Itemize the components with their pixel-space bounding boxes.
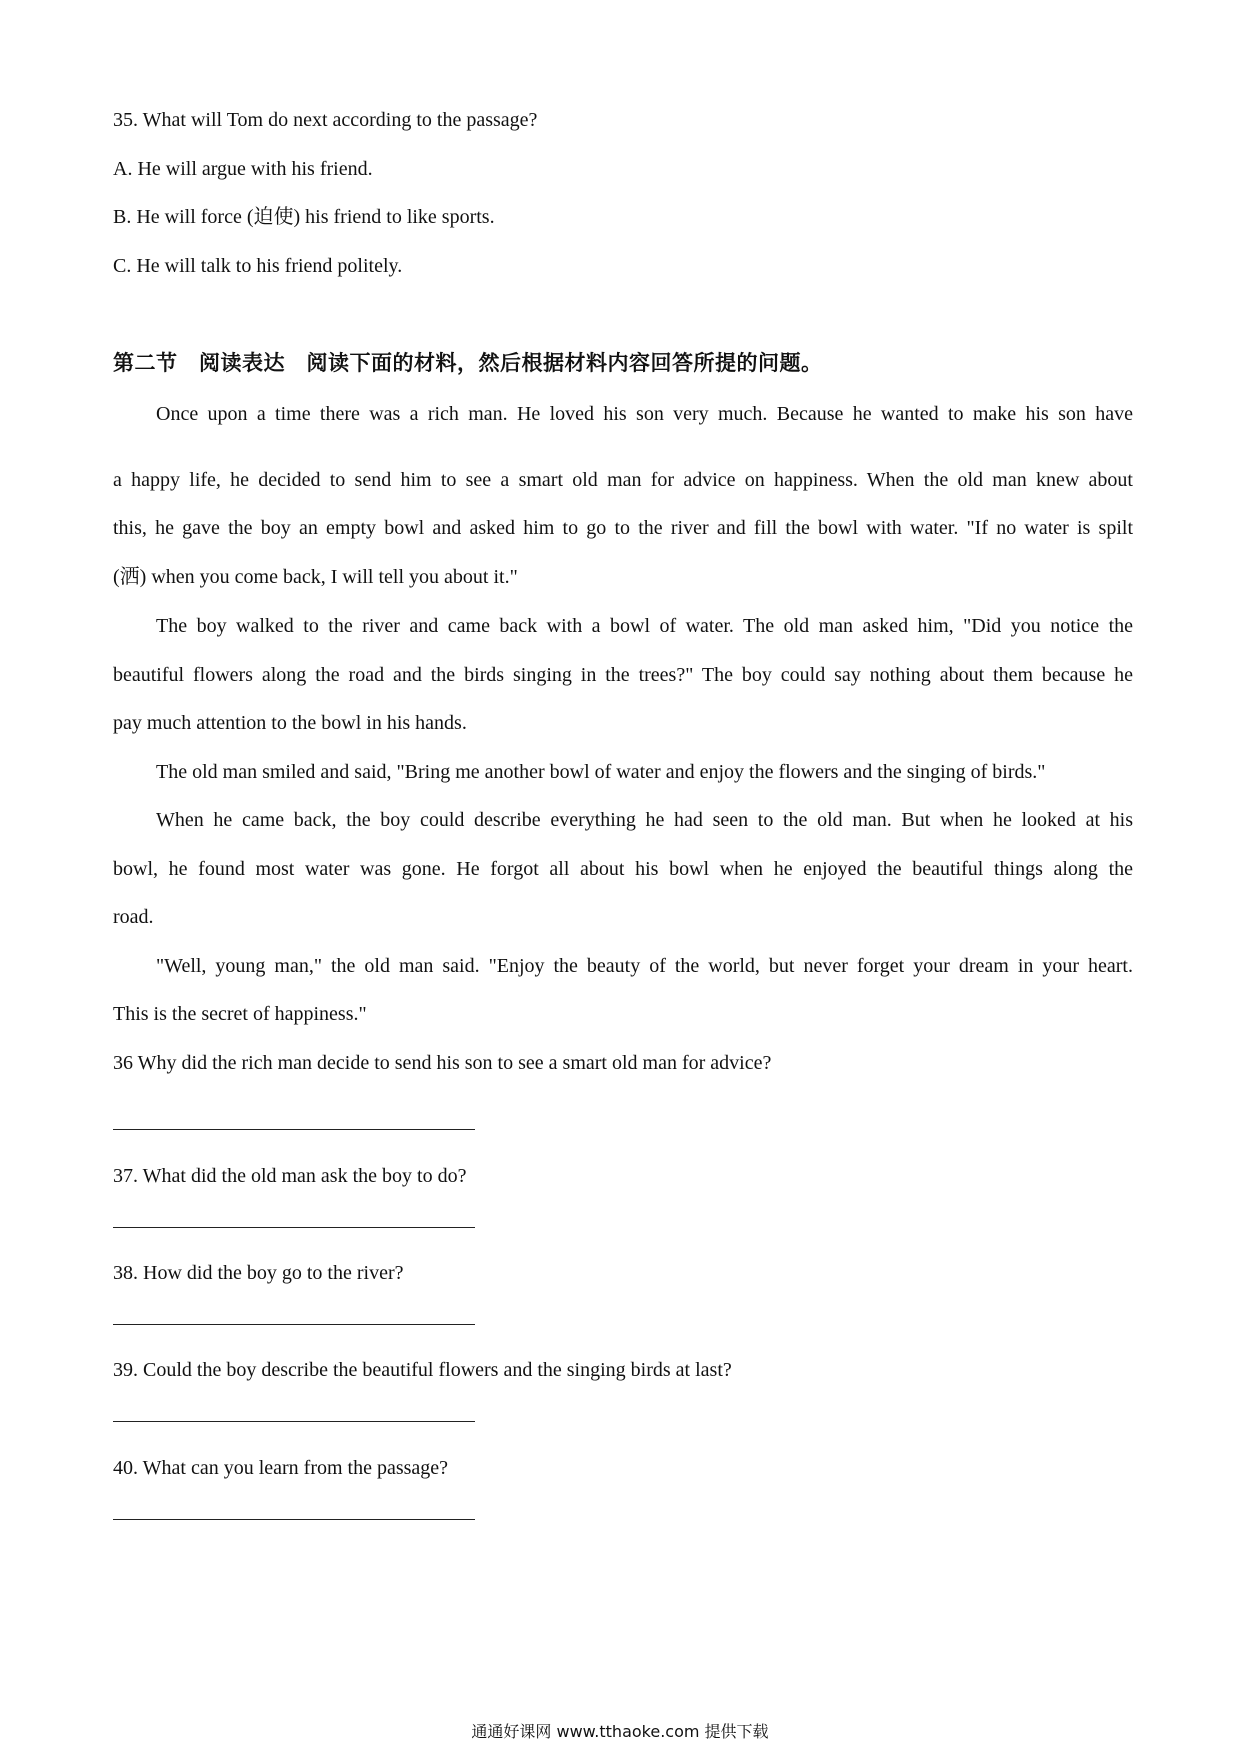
question-37: 37. What did the old man ask the boy to do? bbox=[113, 1165, 467, 1187]
question-35-option-b: B. He will force (迫使) his friend to like sports. bbox=[113, 206, 495, 228]
passage-line: The boy walked to the river and came back with a bowl of water. The old man asked him, "Did you notice the bbox=[156, 615, 1133, 637]
question-38: 38. How did the boy go to the river? bbox=[113, 1262, 404, 1284]
question-35-stem: 35. What will Tom do next according to the passage? bbox=[113, 109, 538, 131]
question-40: 40. What can you learn from the passage? bbox=[113, 1457, 449, 1479]
passage-line: "Well, young man," the old man said. "Enjoy the beauty of the world, but never forget your dream in your heart. bbox=[156, 955, 1133, 977]
passage-line: When he came back, the boy could describe everything he had seen to the old man. But when he looked at his bbox=[156, 809, 1133, 831]
passage-line: bowl, he found most water was gone. He forgot all about his bowl when he enjoyed the beautiful things along the bbox=[113, 858, 1133, 880]
passage-line: beautiful flowers along the road and the birds singing in the trees?" The boy could say nothing about them because he bbox=[113, 664, 1133, 686]
page-footer: 通通好课网 www.tthaoke.com 提供下载 bbox=[471, 1722, 769, 1741]
question-35-option-a: A. He will argue with his friend. bbox=[113, 158, 373, 180]
passage-line: The old man smiled and said, "Bring me another bowl of water and enjoy the flowers and the singing of birds." bbox=[156, 761, 1046, 783]
passage-line: pay much attention to the bowl in his hands. bbox=[113, 712, 467, 734]
answer-line-36[interactable] bbox=[113, 1129, 475, 1130]
passage-line: (洒) when you come back, I will tell you about it." bbox=[113, 566, 518, 588]
passage-line: Once upon a time there was a rich man. He loved his son very much. Because he wanted to make his son have bbox=[156, 403, 1133, 425]
question-39: 39. Could the boy describe the beautiful flowers and the singing birds at last? bbox=[113, 1359, 732, 1381]
answer-line-39[interactable] bbox=[113, 1421, 475, 1422]
answer-line-40[interactable] bbox=[113, 1519, 475, 1520]
question-36: 36 Why did the rich man decide to send his son to see a smart old man for advice? bbox=[113, 1052, 772, 1074]
question-35-option-c: C. He will talk to his friend politely. bbox=[113, 255, 403, 277]
section-heading: 第二节 阅读表达 阅读下面的材料，然后根据材料内容回答所提的问题。 bbox=[113, 351, 823, 375]
answer-line-37[interactable] bbox=[113, 1227, 475, 1228]
answer-line-38[interactable] bbox=[113, 1324, 475, 1325]
passage-line: a happy life, he decided to send him to see a smart old man for advice on happiness. When the old man knew about bbox=[113, 469, 1133, 491]
passage-line: road. bbox=[113, 906, 154, 928]
passage-line: This is the secret of happiness." bbox=[113, 1003, 367, 1025]
passage-line: this, he gave the boy an empty bowl and asked him to go to the river and fill the bowl with water. "If no water is spilt bbox=[113, 517, 1133, 539]
